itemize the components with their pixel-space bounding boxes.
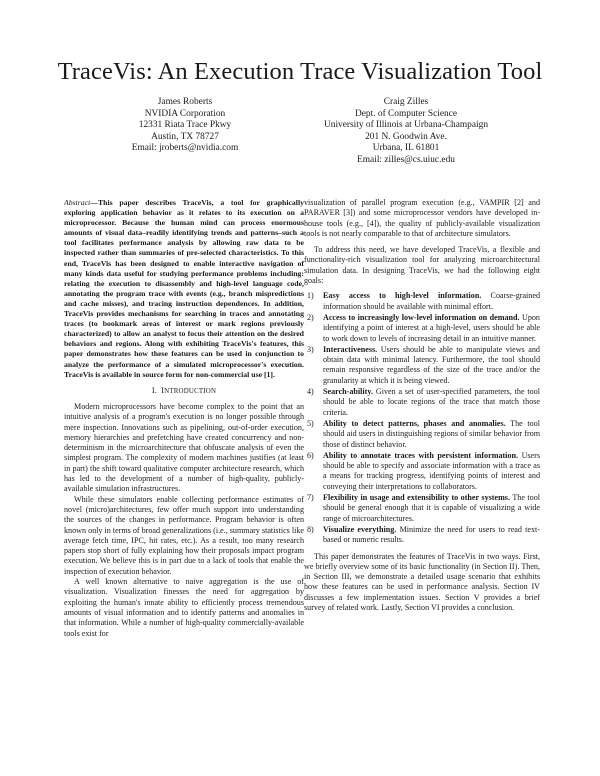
goal-text: Users should be able to specify and associate information with a trace as a means for tracking progress, identifying points of interest and conveying their interpretations to collaborators. — [323, 450, 540, 491]
goal-title: Interactiveness. — [323, 344, 378, 354]
goal-text: The tool should aid users in distinguishing regions of similar behavior from those of distinct behavior. — [323, 418, 540, 449]
goal-number: 7) — [307, 493, 314, 503]
abstract-text: This paper describes TraceVis, a tool for graphically exploring application behavior as it relates to its execution on a microprocessor. Because the human mind can process enormous amounts of visual data–readily identifying trends and patterns–such a tool facilitates performance analysis by allowing raw data to be inspected rather than summaries of pre-selected characteristics. To this end, TraceVis has been designed to enable interactive navigation of many kinds data useful for studying performance problems including: relating the execution to disassembly and high-level language code, annotating the program trace with events (e.g., branch mispredictions and cache misses), and tracing instruction dependences. In addition, TraceVis provides mechanisms for searching in traces and annotating traces (to bookmark areas of interest or mark regions previously characterized) to allow an analyst to focus their attention on the desired behaviors and regions. Along with exhibiting TraceVis's features, this paper demonstrates how these features can be used in conjunction to analyze the performance of a simulated microprocessor's execution. TraceVis is available in source form for non-commercial use [1]. — [64, 198, 304, 379]
author-affiliation-line: University of Illinois at Urbana-Champaign — [323, 120, 489, 131]
goal-number: 4) — [307, 387, 314, 397]
author-address-line: 12331 Riata Trace Pkwy — [138, 120, 232, 131]
abstract: Abstract—This paper describes TraceVis, a tool for graphically exploring application behavior as it relates to its execution on a microprocessor. Because the human mind can process enormous amounts of visual data–readily identifying trends and patterns–such a tool facilitates performance analysis by allowing raw data to be inspected rather than summaries of pre-selected characteristics. To this end, TraceVis has been designed to enable interactive navigation of many kinds data useful for studying performance problems including: relating the execution to disassembly and high-level language code, annotating the program trace with events (e.g., branch mispredictions and cache misses), and tracing instruction dependences. In addition, TraceVis provides mechanisms for searching in traces and annotating traces (to bookmark areas of interest or mark regions previously characterized) to allow an analyst to focus their attention on the desired behaviors and regions. Along with exhibiting TraceVis's features, this paper demonstrates how these features can be used in conjunction to analyze the performance of a simulated microprocessor's execution. TraceVis is available in source form for non-commercial use [1]. — [64, 198, 304, 379]
goal-number: 8) — [307, 524, 314, 534]
right-column — [304, 198, 540, 613]
goal-title: Easy access to high-level information. — [323, 291, 482, 301]
author-block-zilles — [296, 97, 516, 167]
goal-text: Minimize the need for users to read text-based or numeric results. — [323, 524, 540, 545]
goal-text: The tool should be general enough that it is capable of visualizing a wide range of microarchitectures. — [323, 493, 540, 523]
goals-list — [304, 291, 540, 545]
section-heading-introduction — [64, 386, 304, 397]
paragraph: visualization of parallel program execution (e.g., VAMPIR [2] and PARAVER [3]) and some microprocessor vendors have developed in-house tools (e.g., [4]), the quality of publicly-available visualization tools is not nearly comparable to that of architecture simulators. — [304, 198, 540, 238]
goal-title: Search-ability. — [323, 387, 373, 397]
goal-number: 3) — [307, 344, 314, 354]
goal-item — [304, 493, 540, 524]
goal-number: 1) — [307, 291, 314, 301]
goal-item — [304, 419, 540, 450]
goal-item — [304, 387, 540, 418]
goal-title: Visualize everything. — [323, 524, 397, 534]
goal-item — [304, 451, 540, 492]
author-email: Email: zilles@cs.uiuc.edu — [357, 154, 455, 165]
left-column — [64, 198, 304, 639]
author-block-roberts — [95, 97, 275, 155]
goal-item — [304, 313, 540, 344]
author-name: James Roberts — [157, 97, 213, 107]
goal-title: Flexibility in usage and extensibility to other systems. — [323, 493, 510, 503]
goal-item — [304, 291, 540, 312]
goal-text: Upon identifying a point of interest at a high-level, users should be able to work down to levels of increasing detail in an intuitive manner. — [323, 312, 540, 343]
goal-title: Ability to detect patterns, phases and anomalies. — [323, 418, 506, 428]
abstract-lead: Abstract — [64, 198, 91, 207]
goal-text: Coarse-grained information should be available with minimal effort. — [323, 291, 540, 311]
author-affiliation-line: NVIDIA Corporation — [144, 108, 226, 119]
paragraph: This paper demonstrates the features of TraceVis in two ways. First, we briefly overview some of its basic functionality (in Section II). Then, in Section III, we demonstrate a detailed usage scenario that exhibits how these features can be used in performance analysis. Section IV discusses a few implementation issues. Section V provides a brief survey of related work. Lastly, Section VI provides a conclusion. — [304, 551, 540, 612]
section-number: I. — [151, 385, 158, 395]
author-name: Craig Zilles — [383, 97, 429, 107]
author-affiliation-line: Dept. of Computer Science — [354, 108, 458, 119]
paragraph: To address this need, we have developed TraceVis, a flexible and functionality-rich visualization tool for analyzing microarchitectural simulation data. In designing TraceVis, we had the following eight goals: — [304, 245, 540, 286]
paragraph: Modern microprocessors have become complex to the point that an intuitive analysis of a program's execution is no longer possible through mere inspection. Innovations such as pipelining, out-of-order execution, memory hierarchies and prefetching have created concurrency and non-determinism in the microarchitecture that obfuscate analysis of even the simplest program. The complexity of modern machines justifies (at least in part) the shift toward qualitative computer architecture research, which has led to the development of a number of high-quality, publicly-available simulation infrastructures. — [64, 401, 304, 494]
goal-number: 2) — [307, 312, 314, 322]
author-address-line: Austin, TX 78727 — [151, 131, 219, 142]
author-email: Email: jroberts@nvidia.com — [131, 143, 239, 154]
section-title-rest: NTRODUCTION — [164, 387, 217, 395]
goal-number: 5) — [307, 418, 314, 428]
paragraph: A well known alternative to naive aggregation is the use of visualization. Visualization finesses the need for aggregation by exploiting the human's innate ability to efficiently process tremendous amounts of visual information and to identify patterns and anomalies in that information. While a number of high-quality commercially-available tools exist for — [64, 577, 304, 638]
paragraph: While these simulators enable collecting performance estimates of novel (micro)architectures, few offer much support into understanding the sources of the changes in performance. Program behavior is often known only in terms of broad generalizations (i.e., summary statistics like average fetch time, IPC, hit rates, etc.). As a result, too many research papers stop short of fully explaining how their proposals impact program execution. We believe this is in part due to a lack of tools that enable the inspection of execution behavior. — [64, 494, 304, 576]
goal-title: Access to increasingly low-level information on demand. — [323, 312, 520, 322]
goal-title: Ability to annotate traces with persistent information. — [323, 450, 519, 460]
section-initial: I — [161, 385, 165, 395]
goal-item — [304, 525, 540, 546]
paper-title: TraceVis: An Execution Trace Visualization Tool — [57, 58, 543, 85]
author-address-line: 201 N. Goodwin Ave. — [365, 131, 447, 142]
goal-text: Given a set of user-specified parameters, the tool should be able to locate regions of the trace that match those criteria. — [323, 387, 540, 417]
goal-number: 6) — [307, 450, 314, 460]
goal-text: Users should be able to manipulate views and obtain data with minimal latency. Furthermore, the tool should remain responsive regardless of the size of the trace and/or the granularity at which it is being viewed. — [323, 344, 540, 385]
author-address-line: Urbana, IL 61801 — [372, 143, 440, 154]
goal-item — [304, 345, 540, 386]
